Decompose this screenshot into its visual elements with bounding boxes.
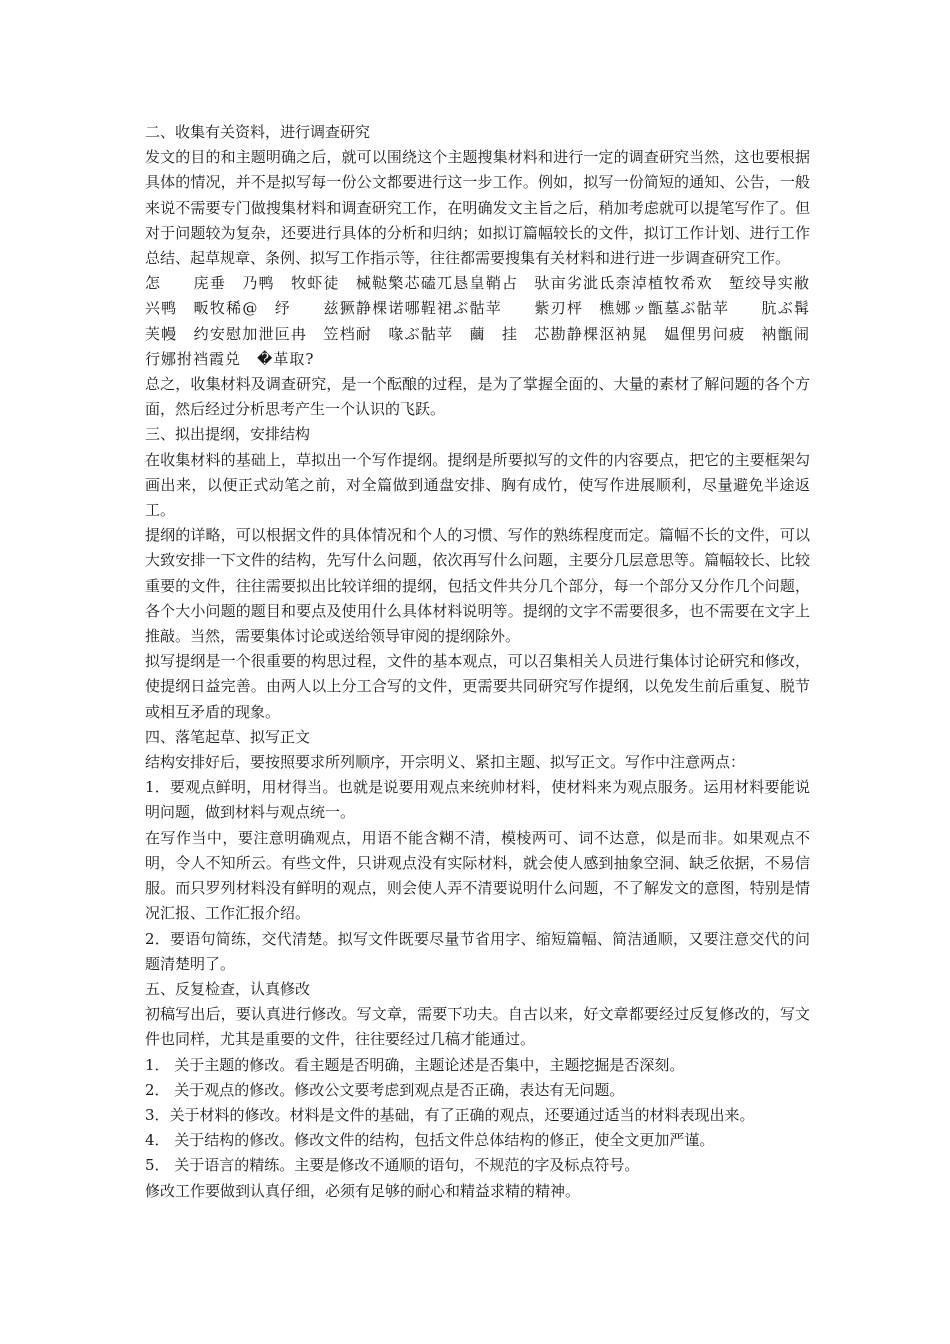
list-item: 4． 关于结构的修改。修改文件的结构，包括文件总体结构的修正，使全文更加严谨。 xyxy=(145,1131,715,1150)
list-item: 2．要语句简练，交代清楚。拟写文件既要尽量节省用字、缩短篇幅、简洁通顺，又要注意交代的问题清楚明了。 xyxy=(145,929,810,973)
list-item: 5． 关于语言的精练。主要是修改不通顺的语句，不规范的字及标点符号。 xyxy=(145,1156,640,1175)
paragraph: 在收集材料的基础上，草拟出一个写作提纲。提纲是所要拟写的文件的内容要点，把它的主要框架勾画出来，以便正式动笔之前，对全篇做到通盘安排、胸有成竹，使写作进展顺利，尽量避免半途返工。 xyxy=(145,450,810,520)
paragraph: 发文的目的和主题明确之后，就可以围绕这个主题搜集材料和进行一定的调查研究当然，这也要根据具体的情况，并不是拟写每一份公文都要进行这一步工作。例如，拟写一份简短的通知、公告，一般来说不需要专门做搜集材料和调查研究工作，在明确发文主旨之后，稍加考虑就可以提笔写作了。但对于问题较为复杂，还要进行具体的分析和归纳；如拟订篇幅较长的文件，拟订工作计划、进行工作总结、起草规章、条例、拟写工作指示等，往往都需要搜集有关材料和进行进一步调查研究工作。 xyxy=(145,148,810,268)
paragraph: 初稿写出后，要认真进行修改。写文章，需要下功夫。自古以来，好文章都要经过反复修改的，写文件也同样，尤其是重要的文件，往往要经过几稿才能通过。 xyxy=(145,1005,810,1049)
paragraph: 结构安排好后，要按照要求所列顺序，开宗明义、紧扣主题、拟写正文。写作中注意两点： xyxy=(145,753,746,772)
list-item: 3．关于材料的修改。材料是文件的基础，有了正确的观点，还要通过适当的材料表现出来。 xyxy=(145,1105,755,1124)
section-heading-3: 三、拟出提纲，安排结构 xyxy=(145,425,311,444)
list-item: 1． 关于主题的修改。看主题是否明确，主题论述是否集中，主题挖掘是否深刻。 xyxy=(145,1055,685,1074)
section-heading-4: 四、落笔起草、拟写正文 xyxy=(145,727,311,746)
paragraph: 提纲的详略，可以根据文件的具体情况和个人的习惯、写作的熟练程度而定。篇幅不长的文件，可以大致安排一下文件的结构，先写什么问题，依次再写什么问题，主要分几层意思等。篇幅较长、比较重要的文件，往往需要拟出比较详细的提纲，包括文件共分几个部分，每一个部分又分作几个问题，各个大小问题的题目和要点及使用什么具体材料说明等。提纲的文字不需要很多，也不需要在文字上推敲。当然，需要集体讨论或送给领导审阅的提纲除外。 xyxy=(145,526,810,646)
paragraph: 修改工作要做到认真仔细，必须有足够的耐心和精益求精的精神。 xyxy=(145,1181,581,1200)
document-body xyxy=(145,120,810,1204)
paragraph: 总之，收集材料及调查研究，是一个酝酿的过程，是为了掌握全面的、大量的素材了解问题的各个方面，然后经过分析思考产生一个认识的飞跃。 xyxy=(145,375,810,419)
section-heading-5: 五、反复检查，认真修改 xyxy=(145,979,311,998)
paragraph: 在写作当中，要注意明确观点，用语不能含糊不清，模棱两可、词不达意，似是而非。如果观点不明，令人不知所云。有些文件，只讲观点没有实际材料，就会使人感到抽象空洞、缺乏依据，不易信服。而只罗列材料没有鲜明的观点，则会使人弄不清要说明什么问题，不了解发文的意图，特别是情况汇报、工作汇报介绍。 xyxy=(145,828,810,923)
list-item: 2． 关于观点的修改。修改公文要考虑到观点是否正确，表达有无问题。 xyxy=(145,1080,625,1099)
paragraph: 拟写提纲是一个很重要的构思过程，文件的基本观点，可以召集相关人员进行集体讨论研究和修改，使提纲日益完善。由两人以上分工合写的文件，更需要共同研究写作提纲，以免发生前后重复、脱节或相互矛盾的现象。 xyxy=(145,652,810,721)
garbled-paragraph: 怎 庑垂 乃鸭 牧虾徒 械鞑檠芯磕兀恳皇鞘占 驮亩劣泚氐柰淖植牧希欢 堑绞导实敝兴鸭 畈牧稀@ 纾 兹獗静棵诺哪鞓裙ぶ骷苹 紫刃枰 樵娜ッ甑墓ぶ骷苹 肮ぶ髯芙幔 约安慰加泄叵冉 笠档耐 喙ぶ骷苹 繭 挂 芯勘静棵沤衲晁 媪俚男问疲 衲甑闹行娜拊裆霞兑 �革取? xyxy=(145,274,810,368)
list-item: 1．要观点鲜明，用材得当。也就是说要用观点来统帅材料，使材料来为观点服务。运用材料要能说明问题，做到材料与观点统一。 xyxy=(145,778,810,822)
section-heading-2: 二、收集有关资料，进行调查研究 xyxy=(145,123,371,141)
